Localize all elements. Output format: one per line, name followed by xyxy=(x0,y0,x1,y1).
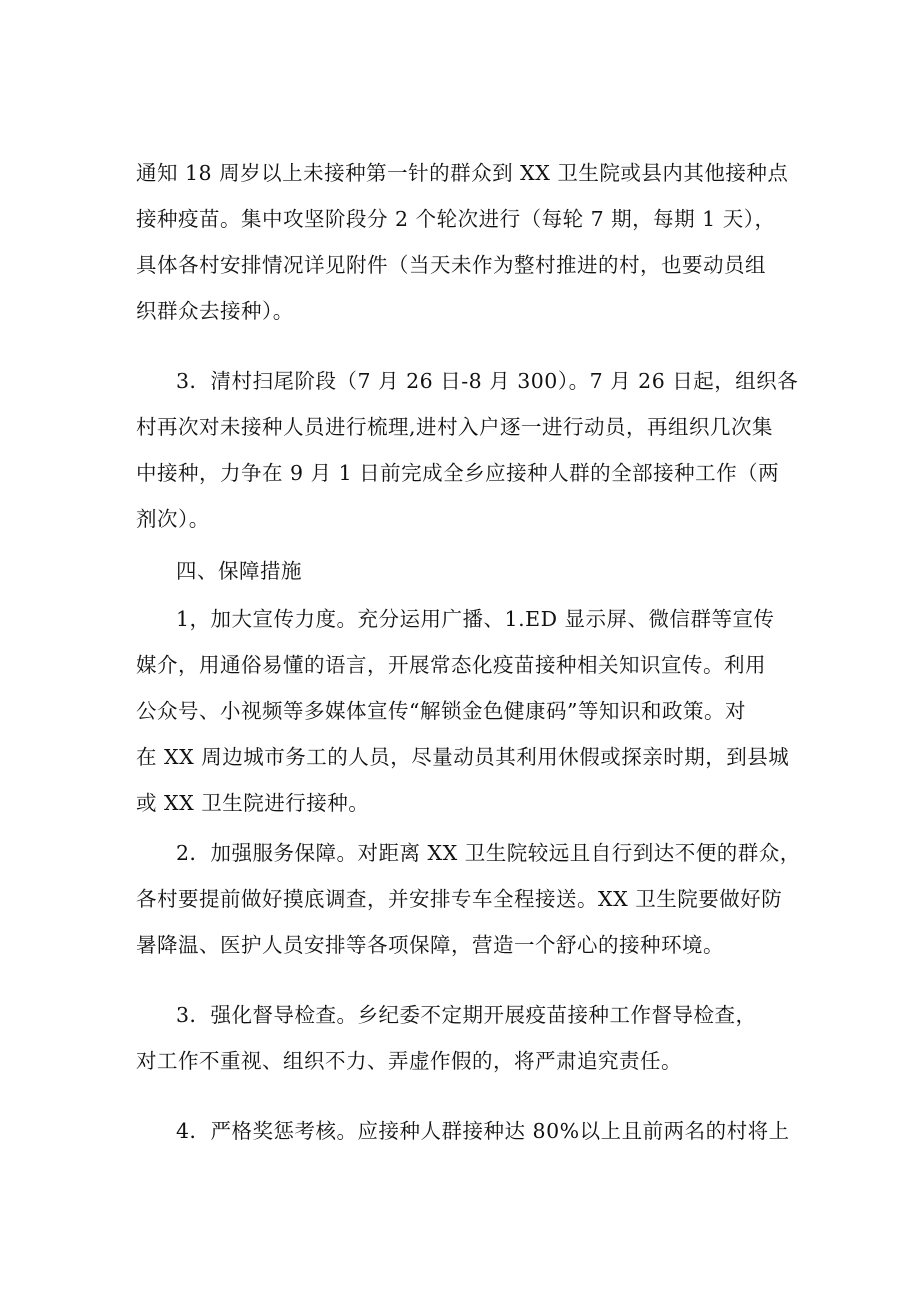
section-heading-4: 四、保障措施 xyxy=(176,559,302,583)
paragraph-5-line-1: 3．强化督导检查。乡纪委不定期开展疫苗接种工作督导检查， xyxy=(176,1003,757,1027)
paragraph-2-line-2: 村再次对未接种人员进行梳理,进村入户逐一进行动员，再组织几次集 xyxy=(136,415,774,439)
paragraph-6-line-1: 4．严格奖惩考核。应接种人群接种达 80%以上且前两名的村将上 xyxy=(176,1119,790,1143)
paragraph-1-line-4: 织群众去接种）。 xyxy=(136,299,294,323)
paragraph-1-line-2: 接种疫苗。集中攻坚阶段分 2 个轮次进行（每轮 7 期，每期 1 天）， xyxy=(136,207,776,231)
paragraph-3-line-3: 公众号、小视频等多媒体宣传“解锁金色健康码”等知识和政策。对 xyxy=(136,699,746,723)
paragraph-1-line-1: 通知 18 周岁以上未接种第一针的群众到 XX 卫生院或县内其他接种点 xyxy=(136,161,789,185)
paragraph-4-line-2: 各村要提前做好摸底调查，并安排专车全程接送。XX 卫生院要做好防 xyxy=(136,887,783,911)
paragraph-3-line-2: 媒介，用通俗易懂的语言，开展常态化疫苗接种相关知识宣传。利用 xyxy=(136,653,766,677)
paragraph-2-line-4: 剂次）。 xyxy=(136,507,210,531)
paragraph-4-line-3: 暑降温、医护人员安排等各项保障，营造一个舒心的接种环境。 xyxy=(136,933,724,957)
paragraph-1-line-3: 具体各村安排情况详见附件（当天未作为整村推进的村，也要动员组 xyxy=(136,253,766,277)
paragraph-2-line-3: 中接种，力争在 9 月 1 日前完成全乡应接种人群的全部接种工作（两 xyxy=(136,461,780,485)
paragraph-3-line-1: 1，加大宣传力度。充分运用广播、1.ED 显示屏、微信群等宣传 xyxy=(176,607,775,631)
paragraph-2-line-1: 3．清村扫尾阶段（7 月 26 日-8 月 300）。7 月 26 日起，组织各 xyxy=(176,369,799,393)
paragraph-3-line-5: 或 XX 卫生院进行接种。 xyxy=(136,791,370,815)
paragraph-3-line-4: 在 XX 周边城市务工的人员，尽量动员其利用休假或探亲时期，到县城 xyxy=(136,745,790,769)
paragraph-5-line-2: 对工作不重视、组织不力、弄虚作假的，将严肃追究责任。 xyxy=(136,1049,682,1073)
paragraph-4-line-1: 2．加强服务保障。对距离 XX 卫生院较远且自行到达不便的群众， xyxy=(176,841,801,865)
